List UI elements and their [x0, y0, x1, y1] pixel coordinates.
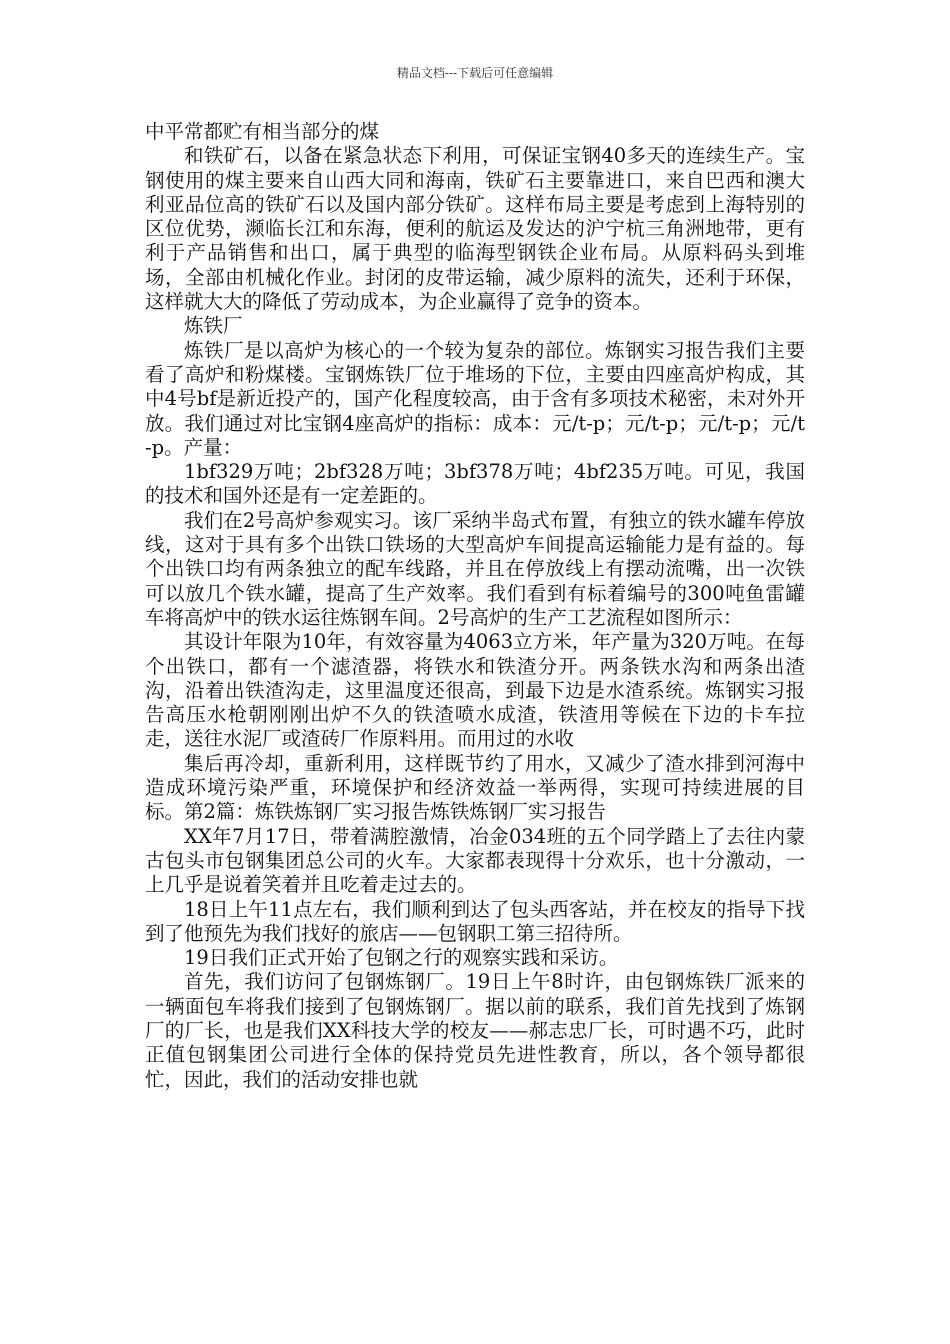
paragraph: 18日上午11点左右，我们顺利到达了包头西客站，并在校友的指导下找到了他预先为我们找好的旅店——包钢职工第三招待所。	[145, 897, 805, 945]
document-body	[145, 120, 805, 1092]
paragraph: 首先，我们访问了包钢炼钢厂。19日上午8时许，由包钢炼铁厂派来的一辆面包车将我们接到了包钢炼钢厂。据以前的联系，我们首先找到了炼钢厂的厂长，也是我们XX科技大学的校友——郝志忠厂长，可时遇不巧，此时正值包钢集团公司进行全体的保持党员先进性教育，所以，各个领导都很忙，因此，我们的活动安排也就	[145, 970, 805, 1091]
paragraph: 1bf329万吨；2bf328万吨；3bf378万吨；4bf235万吨。可见，我国的技术和国外还是有一定差距的。	[145, 460, 805, 508]
paragraph: 集后再冷却，重新利用，这样既节约了用水，又减少了渣水排到河海中造成环境污染严重，环境保护和经济效益一举两得，实现可持续进展的目标。第2篇：炼铁炼钢厂实习报告炼铁炼钢厂实习报告	[145, 751, 805, 824]
page-header: 精品文档---下载后可任意编辑	[396, 66, 554, 80]
paragraph: 19日我们正式开始了包钢之行的观察实践和采访。	[184, 946, 619, 970]
paragraph: 中平常都贮有相当部分的煤	[145, 120, 380, 143]
paragraph: XX年7月17日，带着满腔激情，冶金034班的五个同学踏上了去往内蒙古包头市包钢集团总公司的火车。大家都表现得十分欢乐，也十分激动，一上几乎是说着笑着并且吃着走过去的。	[145, 824, 805, 897]
paragraph: 我们在2号高炉参观实习。该厂采纳半岛式布置，有独立的铁水罐车停放线，这对于具有多个出铁口铁场的大型高炉车间提高运输能力是有益的。每个出铁口均有两条独立的配车线路，并且在停放线上有摆动流嘴，出一次铁可以放几个铁水罐，提高了生产效率。我们看到有标着编号的300吨鱼雷罐车将高炉中的铁水运往炼钢车间。2号高炉的生产工艺流程如图所示：	[145, 508, 805, 629]
paragraph: 和铁矿石，以备在紧急状态下利用，可保证宝钢40多天的连续生产。宝钢使用的煤主要来自山西大同和海南，铁矿石主要靠进口，来自巴西和澳大利亚品位高的铁矿石以及国内部分铁矿。这样布局主要是考虑到上海特别的区位优势，濒临长江和东海，便利的航运及发达的沪宁杭三角洲地带，更有利于产品销售和出口，属于典型的临海型钢铁企业布局。从原料码头到堆场，全部由机械化作业。封闭的皮带运输，减少原料的流失，还利于环保，这样就大大的降低了劳动成本，为企业赢得了竞争的资本。	[145, 144, 805, 314]
paragraph: 炼铁厂是以高炉为核心的一个较为复杂的部位。炼钢实习报告我们主要看了高炉和粉煤楼。宝钢炼铁厂位于堆场的下位，主要由四座高炉构成，其中4号bf是新近投产的，国产化程度较高，由于含有多项技术秘密，未对外开放。我们通过对比宝钢4座高炉的指标：成本：元/t-p；元/t-p；元/t-p；元/t-p。产量：	[145, 338, 805, 459]
paragraph: 其设计年限为10年，有效容量为4063立方米，年产量为320万吨。在每个出铁口，都有一个滤渣器，将铁水和铁渣分开。两条铁水沟和两条出渣沟，沿着出铁渣沟走，这里温度还很高，到最下边是水渣系统。炼钢实习报告高压水枪朝刚刚出炉不久的铁渣喷水成渣，铁渣用等候在下边的卡车拉走，送往水泥厂或渣砖厂作原料用。而用过的水收	[145, 630, 805, 751]
section-heading: 炼铁厂	[184, 314, 243, 338]
